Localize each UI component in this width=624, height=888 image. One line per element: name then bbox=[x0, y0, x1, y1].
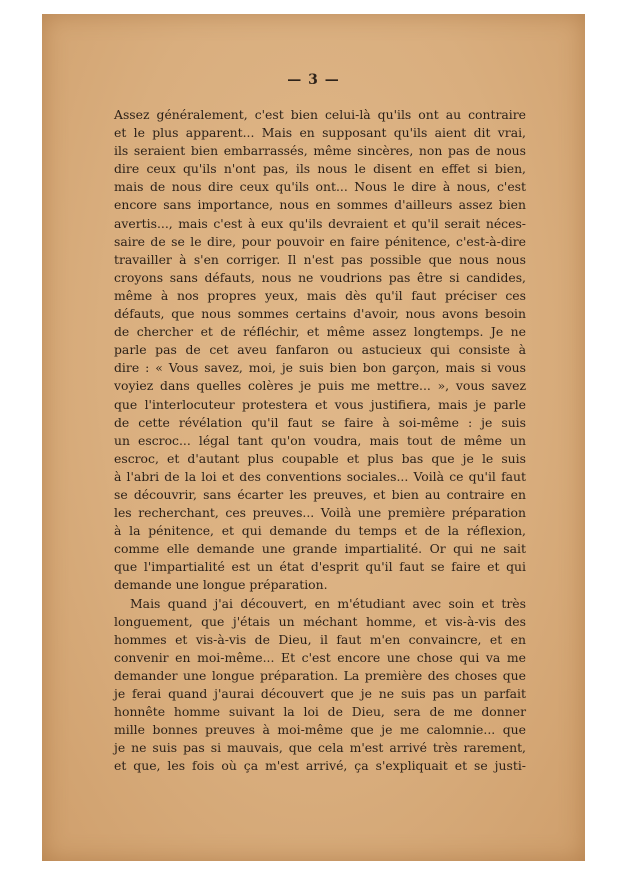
text-line: je ne suis pas si mauvais, que cela m'est arrivé très rarement, bbox=[114, 740, 526, 756]
page-number: — 3 — bbox=[287, 72, 340, 88]
text-line: et le plus apparent... Mais en supposant qu'ils aient dit vrai, bbox=[114, 125, 526, 141]
paragraph-1 bbox=[114, 106, 526, 595]
text-line: travailler à s'en corriger. Il n'est pas possible que nous nous bbox=[114, 251, 526, 267]
book-page bbox=[42, 14, 585, 861]
text-line: hommes et vis-à-vis de Dieu, il faut m'en convaincre, et en bbox=[114, 631, 526, 647]
text-line: honnête homme suivant la loi de Dieu, sera de me donner bbox=[114, 704, 526, 720]
text-line: demander une longue préparation. La première des choses que bbox=[114, 667, 526, 683]
text-line: avertis..., mais c'est à eux qu'ils devraient et qu'il serait néces- bbox=[114, 215, 526, 231]
text-line: croyons sans défauts, nous ne voudrions pas être si candides, bbox=[114, 269, 526, 285]
text-line: dire : « Vous savez, moi, je suis bien bon garçon, mais si vous bbox=[114, 360, 526, 376]
text-line: de cette révélation qu'il faut se faire à soi-même : je suis bbox=[114, 414, 526, 430]
text-line: dire ceux qu'ils n'ont pas, ils nous le disent en effet si bien, bbox=[114, 161, 526, 177]
text-line: se découvrir, sans écarter les preuves, et bien au contraire en bbox=[114, 486, 526, 502]
text-line: à la pénitence, et qui demande du temps et de la réflexion, bbox=[114, 523, 526, 539]
text-line: Mais quand j'ai découvert, en m'étudiant avec soin et très bbox=[130, 595, 526, 611]
text-line: Assez généralement, c'est bien celui-là qu'ils ont au contraire bbox=[114, 107, 526, 122]
text-line: de chercher et de réfléchir, et même assez longtemps. Je ne bbox=[114, 324, 526, 340]
text-line: comme elle demande une grande impartialité. Or qui ne sait bbox=[114, 541, 526, 557]
text-line: saire de se le dire, pour pouvoir en faire pénitence, c'est-à-dire bbox=[114, 233, 526, 249]
text-line: demande une longue préparation. bbox=[114, 577, 328, 593]
text-line: que l'interlocuteur protestera et vous justifiera, mais je parle bbox=[114, 396, 526, 412]
text-line: voyiez dans quelles colères je puis me mettre... », vous savez bbox=[114, 378, 526, 394]
text-line: même à nos propres yeux, mais dès qu'il faut préciser ces bbox=[114, 287, 526, 303]
text-line: un escroc... légal tant qu'on voudra, mais tout de même un bbox=[114, 432, 526, 448]
text-line: mais de nous dire ceux qu'ils ont... Nous le dire à nous, c'est bbox=[114, 179, 526, 195]
text-line: les recherchant, ces preuves... Voilà une première préparation bbox=[114, 505, 526, 521]
text-line: et que, les fois où ça m'est arrivé, ça s'expliquait et se justi- bbox=[114, 758, 526, 774]
text-line: longuement, que j'étais un méchant homme, et vis-à-vis des bbox=[114, 613, 526, 629]
text-line: parle pas de cet aveu fanfaron ou astucieux qui consiste à bbox=[114, 342, 526, 358]
text-line: mille bonnes preuves à moi-même que je me calomnie... que bbox=[114, 722, 526, 738]
text-line: que l'impartialité est un état d'esprit qu'il faut se faire et qui bbox=[114, 559, 526, 575]
paragraph-2 bbox=[114, 595, 526, 776]
text-line: défauts, que nous sommes certains d'avoir, nous avons besoin bbox=[114, 306, 526, 322]
text-line: ils seraient bien embarrassés, même sincères, non pas de nous bbox=[114, 143, 526, 159]
text-line: escroc, et d'autant plus coupable et plus bas que je le suis bbox=[114, 450, 526, 466]
text-line: convenir en moi-même... Et c'est encore une chose qui va me bbox=[114, 649, 526, 665]
text-line: encore sans importance, nous en sommes d'ailleurs assez bien bbox=[114, 197, 526, 213]
text-line: à l'abri de la loi et des conventions sociales... Voilà ce qu'il faut bbox=[114, 468, 526, 484]
text-line: je ferai quand j'aurai découvert que je ne suis pas un parfait bbox=[114, 686, 526, 701]
body-text bbox=[114, 106, 526, 775]
